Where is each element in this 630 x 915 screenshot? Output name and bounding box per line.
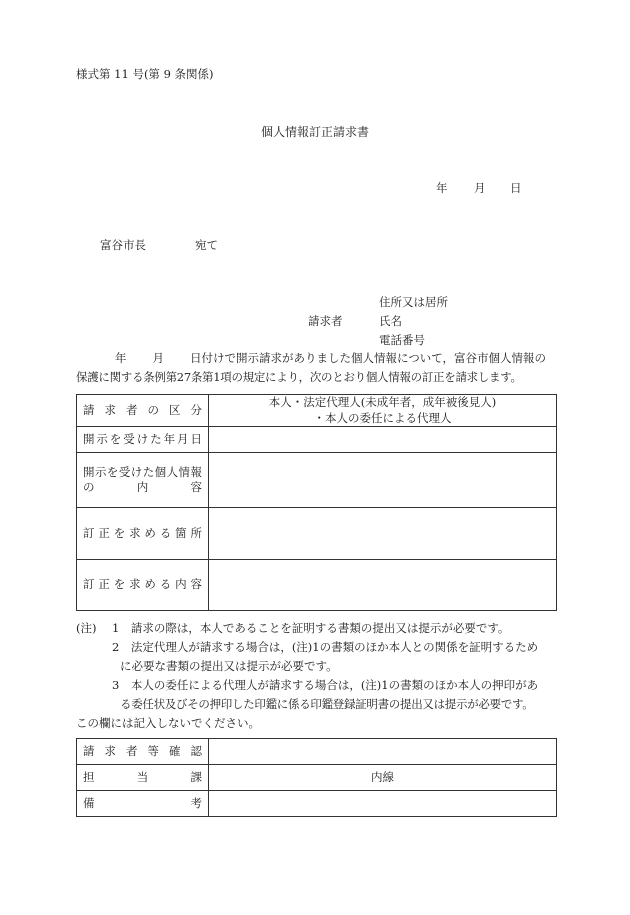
disclosure-content-label-cell [77,453,209,508]
requester-tel-label: 電話番号 [379,333,425,347]
note-2b: に必要な書類の提出又は提示が必要です。 [120,659,338,673]
note-3b: る委任状及びその押印した印鑑に係る印鑑登録証明書の提出又は提示が必要です。 [120,697,534,711]
intro-line-1 [115,353,546,365]
addressee-suffix: 宛て [195,238,218,252]
remarks-label-cell [77,791,209,817]
category-label: 請求者の区分 [83,402,202,417]
document-title: 個人情報訂正請求書 [260,125,369,139]
disclosure-date-label-cell [77,427,209,453]
disclosure-content-label-1: 開示を受けた個人情報 [83,464,202,479]
confirm-label-cell [77,739,209,765]
notes-prefix: (注) [76,621,97,635]
category-option-2: ・本人の委任による代理人 [313,410,452,425]
date-day-label: 日 [510,181,522,195]
staff-label-cell [77,765,209,791]
note-3a: 3 本人の委任による代理人が請求する場合は，(注)1の書類のほか本人の押印があ [112,678,539,692]
table-row [77,427,557,453]
addressee-name: 富谷市長 [100,238,146,252]
correction-location-label-cell [77,508,209,560]
correction-content-field[interactable] [209,560,557,611]
note-2a: 2 法定代理人が請求する場合は，(注)1の書類のほか本人との関係を証明するため [112,640,539,654]
intro-rest: 日付けで開示請求がありました個人情報について，富谷市個人情報の [190,351,547,365]
category-options-cell[interactable] [209,395,557,427]
correction-content-label-cell [77,560,209,611]
note-1: 1 請求の際は，本人であることを証明する書類の提出又は提示が必要です。 [112,621,510,635]
intro-line-2: 保護に関する条例第27条第1項の規定により，次のとおり個人情報の訂正を請求します。 [76,370,522,384]
request-table [76,394,557,611]
date-month-label: 月 [474,181,486,195]
intro-year: 年 [115,351,127,365]
correction-content-label: 訂正を求める内容 [83,577,202,592]
table-row [77,791,557,817]
table-row [77,395,557,427]
category-option-1: 本人・法定代理人(未成年者，成年被後見人) [268,395,497,409]
remarks-label: 備考 [83,795,202,810]
office-use-note: この欄には記入しないでください。 [76,716,260,730]
disclosure-date-field[interactable] [209,427,557,453]
form-number: 様式第 11 号(第 9 条関係) [76,67,214,81]
table-row [77,508,557,560]
requester-name-label: 氏名 [379,314,402,328]
category-label-cell [77,395,209,427]
disclosure-date-label: 開示を受けた年月日 [83,431,202,446]
table-row [77,739,557,765]
extension-label: 内線 [371,769,394,784]
correction-location-field[interactable] [209,508,557,560]
date-year-label: 年 [436,181,448,195]
correction-location-label: 訂正を求める箇所 [83,525,202,540]
confirm-field[interactable] [209,739,557,765]
disclosure-content-field[interactable] [209,453,557,508]
staff-field[interactable] [209,765,557,791]
confirm-label: 請求者等確認 [83,743,202,758]
remarks-field[interactable] [209,791,557,817]
requester-address-label: 住所又は居所 [379,295,448,309]
intro-month: 月 [152,351,164,365]
table-row [77,765,557,791]
requester-label: 請求者 [308,314,343,328]
table-row [77,560,557,611]
table-row [77,453,557,508]
disclosure-content-label-2: の内容 [83,480,202,495]
office-use-table [76,738,557,817]
staff-label: 担当課 [83,769,202,784]
